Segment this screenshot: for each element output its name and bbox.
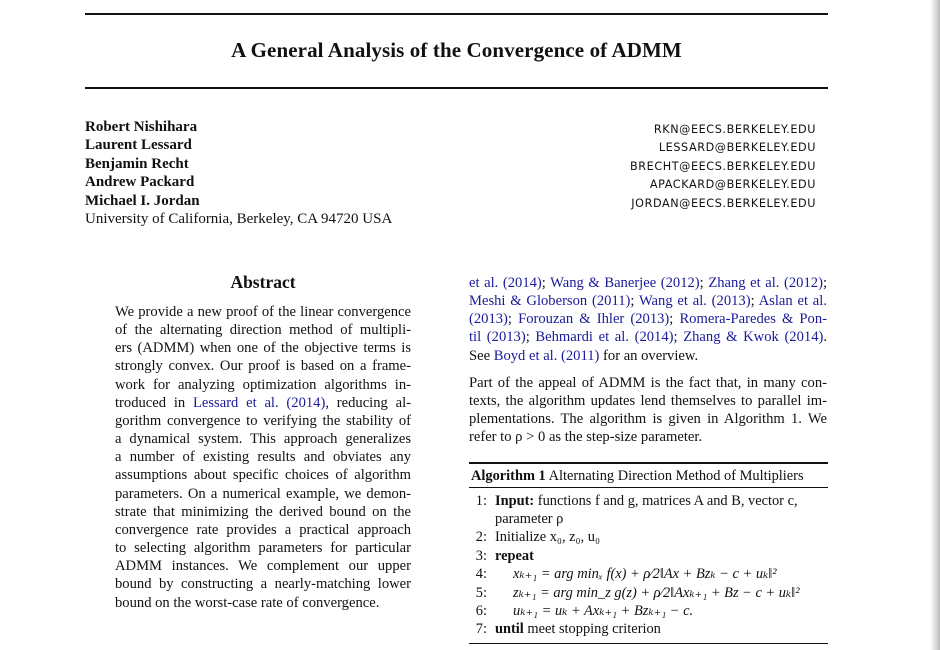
citation-link: Boyd et al. (2011): [493, 347, 600, 364]
algorithm-keyword: Input:: [495, 492, 535, 509]
author-name: Michael I. Jordan: [85, 192, 200, 209]
algorithm-line: [469, 528, 828, 546]
algorithm-line: [469, 565, 828, 583]
algorithm-statement: functions f and g, matrices A and B, vector c,: [534, 492, 798, 509]
line-number: 6:: [475, 602, 487, 619]
citation-link: Forouzan & Ihler (2013): [518, 311, 670, 328]
line-number: 3:: [475, 547, 487, 564]
abstract-line: of the alternating direction method of multipli-: [115, 322, 411, 339]
algorithm-statement: uₖ₊₁ = uₖ + Axₖ₊₁ + Bzₖ₊₁ − c.: [513, 602, 694, 619]
body-line: (2013); Forouzan & Ihler (2013); Romera-Paredes & Pon-: [469, 311, 828, 328]
body-line: et al. (2014); Wang & Banerjee (2012); Zhang et al. (2012);: [469, 275, 827, 291]
citation-link: Zhang et al. (2012): [708, 275, 823, 291]
algorithm-statement: zₖ₊₁ = arg min_z g(z) + ρ⁄2‖Axₖ₊₁ + Bz − c + uₖ‖²: [513, 584, 800, 601]
citation-link: Romera-Paredes & Pon-: [679, 311, 828, 328]
citation-link: Wang et al. (2013): [638, 293, 751, 310]
line-number: 5:: [475, 584, 487, 601]
affiliation: University of California, Berkeley, CA 94720 USA: [85, 211, 393, 227]
citation-link: Behmardi et al. (2014): [535, 329, 674, 346]
abstract-line: work for analyzing optimization algorithms in-: [115, 376, 411, 393]
line-number: 1:: [475, 492, 487, 509]
body-paragraph: [469, 374, 827, 447]
abstract-line: bound on the worst-case rate of convergence.: [115, 594, 380, 611]
line-number: 4:: [475, 566, 487, 583]
citation-link: Zhang & Kwok (2014): [683, 329, 824, 346]
author-email: BRECHT@EECS.BERKELEY.EDU: [630, 159, 816, 173]
abstract-line: strongly convex. Our proof is based on a frame-: [115, 358, 411, 375]
page-edge-shadow: [930, 0, 940, 650]
abstract-text: [115, 303, 411, 612]
algorithm-statement: meet stopping criterion: [523, 621, 661, 638]
author-name: Robert Nishihara: [85, 119, 198, 135]
abstract-line: a number of existing results and obviates any: [115, 449, 411, 466]
citation-link: til (2013): [469, 329, 526, 346]
author-name: Laurent Lessard: [85, 137, 192, 154]
algorithm-keyword: repeat: [495, 547, 534, 564]
algorithm-body: [469, 488, 828, 643]
algorithm-line: [469, 620, 828, 638]
algorithm-bottom-rule: [469, 643, 828, 644]
body-line: Part of the appeal of ADMM is the fact that, in many con-: [469, 375, 827, 391]
abstract-line: strate that minimizing the derived bound on the: [115, 503, 411, 520]
author-email: LESSARD@BERKELEY.EDU: [658, 141, 816, 155]
algorithm-line: [469, 602, 828, 620]
abstract-line: bound by constructing a nearly-matching lower: [115, 576, 411, 593]
author-list: [85, 118, 200, 210]
body-line: Meshi & Globerson (2011); Wang et al. (2013); Aslan et al.: [469, 293, 827, 310]
citation-link: et al. (2014): [469, 275, 542, 291]
algorithm-caption: [469, 464, 828, 487]
author-email: JORDAN@EECS.BERKELEY.EDU: [631, 196, 816, 210]
algorithm-line: [469, 547, 828, 565]
title-rule: [85, 87, 828, 89]
line-number: 7:: [475, 621, 487, 638]
abstract-line: to selecting algorithm parameters for particular: [115, 540, 411, 557]
algorithm-label: Algorithm 1: [471, 467, 546, 484]
citation-link: (2013): [469, 311, 508, 328]
citation-link: Meshi & Globerson (2011): [469, 293, 631, 310]
algorithm-line: [469, 492, 828, 510]
citation-link: Lessard et al. (2014): [192, 394, 326, 411]
abstract-line: a dynamical system. This approach generalizes: [115, 431, 411, 448]
citation-link: Aslan et al.: [758, 293, 827, 310]
algorithm-keyword: until: [495, 621, 524, 638]
algorithm-box: [469, 462, 828, 644]
algorithm-statement: Initialize x₀, z₀, u₀: [495, 529, 600, 546]
top-rule: [85, 13, 828, 15]
body-line: texts, the algorithm updates lend themselves to parallel im-: [469, 393, 827, 410]
body-line: See Boyd et al. (2011) for an overview.: [469, 347, 699, 364]
author-email: APACKARD@BERKELEY.EDU: [649, 178, 816, 192]
line-number: 2:: [475, 529, 487, 546]
author-name: Benjamin Recht: [85, 155, 189, 172]
abstract-line: parameters. On a numerical example, we demon-: [115, 485, 411, 502]
algorithm-title: Alternating Direction Method of Multipliers: [548, 467, 804, 484]
abstract-line: troduced in Lessard et al. (2014), reducing al-: [115, 394, 411, 411]
abstract-line: ADMM instances. We complement our upper: [115, 558, 411, 575]
algorithm-statement: parameter ρ: [495, 510, 564, 527]
citation-link: Wang & Banerjee (2012): [550, 275, 700, 291]
author-name: Andrew Packard: [85, 174, 195, 191]
abstract-heading: Abstract: [230, 272, 296, 292]
body-line: refer to ρ > 0 as the step-size parameter.: [469, 429, 703, 446]
email-list: [630, 121, 816, 213]
references-paragraph: [469, 274, 827, 365]
paper-title: A General Analysis of the Convergence of ADMM: [231, 38, 682, 62]
body-line: til (2013); Behmardi et al. (2014); Zhang & Kwok (2014).: [469, 329, 828, 346]
abstract-line: ers (ADMM) when one of the objective terms is: [115, 340, 411, 357]
abstract-line: gorithm convergence to verifying the stability of: [115, 412, 411, 429]
body-line: plementations. The algorithm is given in Algorithm 1. We: [469, 411, 827, 428]
abstract-line: assumptions about specific choices of algorithm: [115, 467, 411, 484]
abstract-line: convergence rate provides a practical approach: [115, 521, 411, 538]
algorithm-statement: xₖ₊₁ = arg minₓ f(x) + ρ⁄2‖Ax + Bzₖ − c + uₖ‖²: [513, 566, 777, 583]
algorithm-line: [469, 510, 828, 528]
abstract-line: We provide a new proof of the linear convergence: [115, 304, 411, 320]
algorithm-line: [469, 584, 828, 602]
author-email: RKN@EECS.BERKELEY.EDU: [653, 123, 816, 136]
